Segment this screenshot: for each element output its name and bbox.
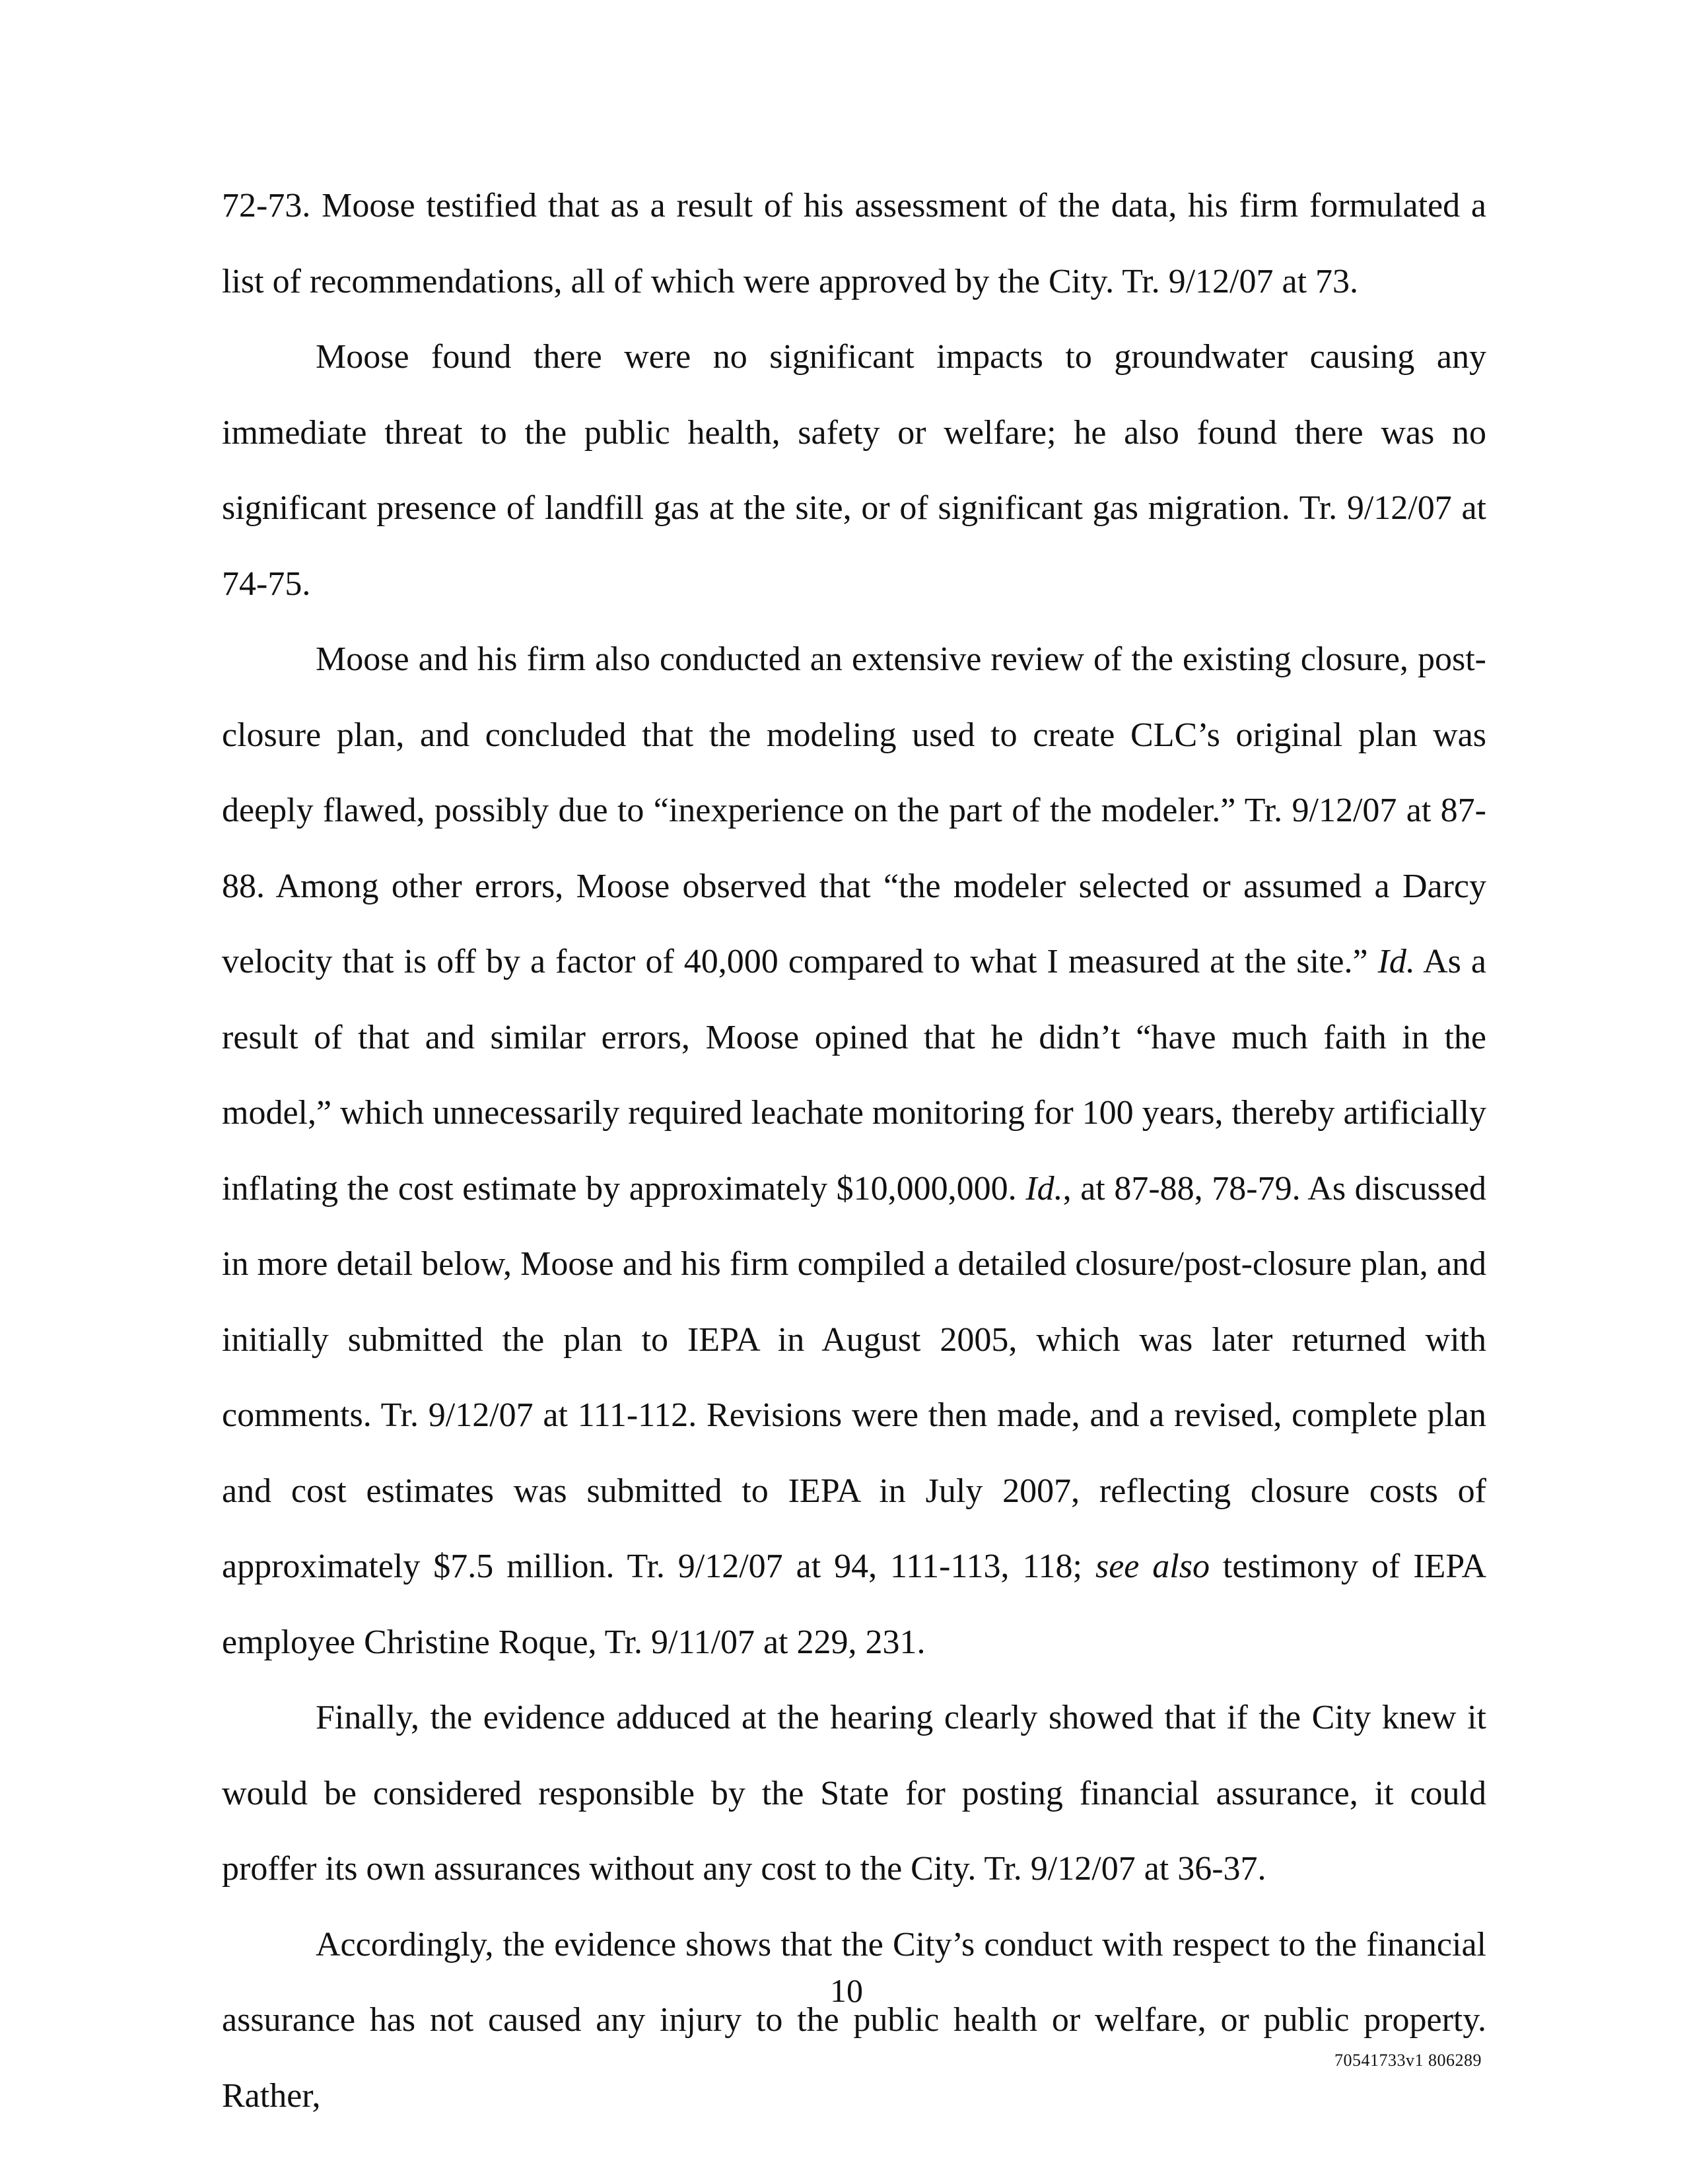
text-run: testimony of IEPA employee Christine Roque, Tr. 9/11/07 at 229, 231. [222,1548,1487,1661]
citation-signal: Id. [1377,943,1415,980]
text-run: Moose found there were no significant impacts to groundwater causing any immediate threat to the public health, safety or welfare; he also found there was no significant presence of landfill gas at the site, or of significant gas migration. Tr. 9/12/07 at 74-75. [222,338,1486,603]
text-run: Finally, the evidence adduced at the hearing clearly showed that if the City knew it would be considered responsible by the State for posting financial assurance, it could proffer its own assurances without any cost to the City. Tr. 9/12/07 at 36-37. [222,1699,1486,1888]
text-run: Accordingly, the evidence shows that the City’s conduct with respect to the financial assurance has not caused any injury to the public health or welfare, or public property. Rather, [222,1925,1486,2115]
text-run: 72-73. Moose testified that as a result of his assessment of the data, his firm formulated a list of recommendations, all of which were approved by the City. Tr. 9/12/07 at 73. [222,187,1486,300]
text-run: As a result of that and similar errors, Moose opined that he didn’t “have much faith in the model,” which unnecessarily required leachate monitoring for 100 years, thereby artificially inflating the cost estimate by approximately $10,000,000. [222,943,1486,1208]
paragraph-3 [222,622,1486,1680]
paragraph-5 [222,1907,1486,2134]
document-id: 70541733v1 806289 [1334,2051,1482,2070]
citation-signal: see also [1095,1548,1210,1585]
paragraph-4 [222,1680,1486,1907]
citation-signal: Id. [1025,1169,1063,1208]
text-run: Moose and his firm also conducted an extensive review of the existing closure, post-closure plan, and concluded that the modeling used to create CLC’s original plan was deeply flawed, possibly due to “inexperience on the part of the modeler.” Tr. 9/12/07 at 87-88. Among other errors, Moose observed that “the modeler selected or assumed a Darcy velocity that is off by a factor of 40,000 compared to what I measured at the site.” [222,640,1486,980]
page-number: 10 [830,1972,863,2009]
paragraph-1 [222,168,1486,320]
body-text [222,168,1486,2134]
text-run: , at 87-88, 78-79. As discussed in more detail below, Moose and his firm compiled a detailed closure/post-closure plan, and initially submitted the plan to IEPA in August 2005, which was later returned with comments. Tr. 9/12/07 at 111-112. Revisions were then made, and a revised, complete plan and cost estimates was submitted to IEPA in July 2007, reflecting closure costs of approximately $7.5 million. Tr. 9/12/07 at 94, 111-113, 118; [222,1169,1486,1585]
paragraph-2 [222,320,1486,622]
